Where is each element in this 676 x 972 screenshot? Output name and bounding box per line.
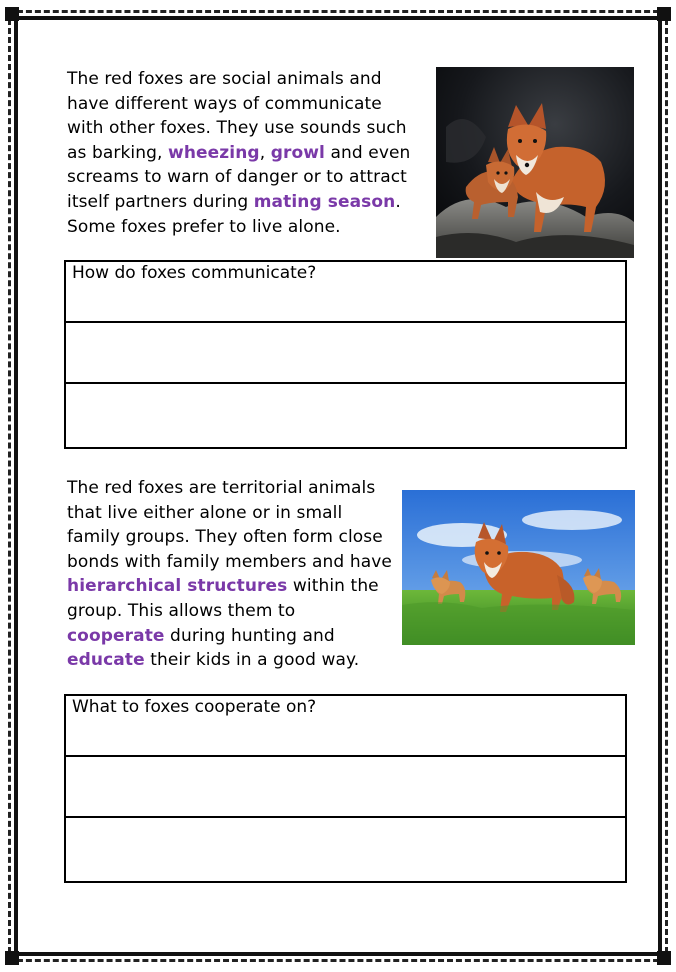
text-segment: during hunting and xyxy=(164,625,335,646)
answer-box xyxy=(64,694,627,883)
communication-paragraph xyxy=(67,67,427,239)
text-segment: family groups. They often form close xyxy=(67,527,383,548)
text-line xyxy=(67,190,427,215)
answer-line[interactable] xyxy=(66,384,625,447)
text-segment: with other foxes. They use sounds such xyxy=(67,118,407,139)
text-segment: within the xyxy=(287,576,379,597)
text-line xyxy=(67,624,397,649)
text-segment: group. This allows them to xyxy=(67,600,296,621)
text-segment: . xyxy=(395,191,401,212)
question-cooperate: What to foxes cooperate on? xyxy=(72,697,317,717)
highlighted-keyword: wheezing xyxy=(168,142,260,163)
text-line xyxy=(67,141,427,166)
text-line xyxy=(67,67,427,92)
highlighted-keyword: cooperate xyxy=(67,625,165,646)
text-segment: itself partners during xyxy=(67,191,254,212)
foxes-on-rocks-photo xyxy=(436,67,634,258)
text-segment: Some foxes prefer to live alone. xyxy=(67,216,341,237)
answer-line[interactable] xyxy=(66,323,625,384)
answer-line[interactable] xyxy=(66,757,625,818)
text-line xyxy=(67,599,397,624)
text-line xyxy=(67,501,397,526)
border-corner xyxy=(657,7,671,21)
text-line xyxy=(67,574,397,599)
highlighted-keyword: growl xyxy=(270,142,325,163)
highlighted-keyword: educate xyxy=(67,650,145,671)
text-segment: , xyxy=(259,142,271,163)
question-communicate: How do foxes communicate? xyxy=(72,263,317,283)
text-segment: have different ways of communicate xyxy=(67,93,382,114)
border-corner xyxy=(657,951,671,965)
answer-line[interactable] xyxy=(66,696,625,757)
border-corner xyxy=(5,951,19,965)
text-segment: The red foxes are territorial animals xyxy=(67,478,376,498)
fox-family-meadow-photo xyxy=(402,490,635,645)
text-line xyxy=(67,116,427,141)
text-segment: screams to warn of danger or to attract xyxy=(67,167,407,188)
text-line xyxy=(67,92,427,117)
territorial-paragraph xyxy=(67,476,397,673)
highlighted-keyword: hierarchical structures xyxy=(67,576,288,597)
text-segment: The red foxes are social animals and xyxy=(67,69,382,89)
border-corner xyxy=(5,7,19,21)
text-line xyxy=(67,550,397,575)
answer-box xyxy=(64,260,627,449)
text-line xyxy=(67,525,397,550)
highlighted-keyword: mating season xyxy=(253,191,396,212)
text-line xyxy=(67,476,397,501)
text-segment: bonds with family members and have xyxy=(67,551,392,572)
text-segment: that live either alone or in small xyxy=(67,502,343,523)
text-line xyxy=(67,648,397,673)
text-segment: and even xyxy=(324,142,411,163)
text-segment: their kids in a good way. xyxy=(144,650,360,671)
text-line xyxy=(67,165,427,190)
answer-line[interactable] xyxy=(66,818,625,881)
answer-line[interactable] xyxy=(66,262,625,323)
text-segment: as barking, xyxy=(67,142,169,163)
text-line xyxy=(67,215,427,240)
